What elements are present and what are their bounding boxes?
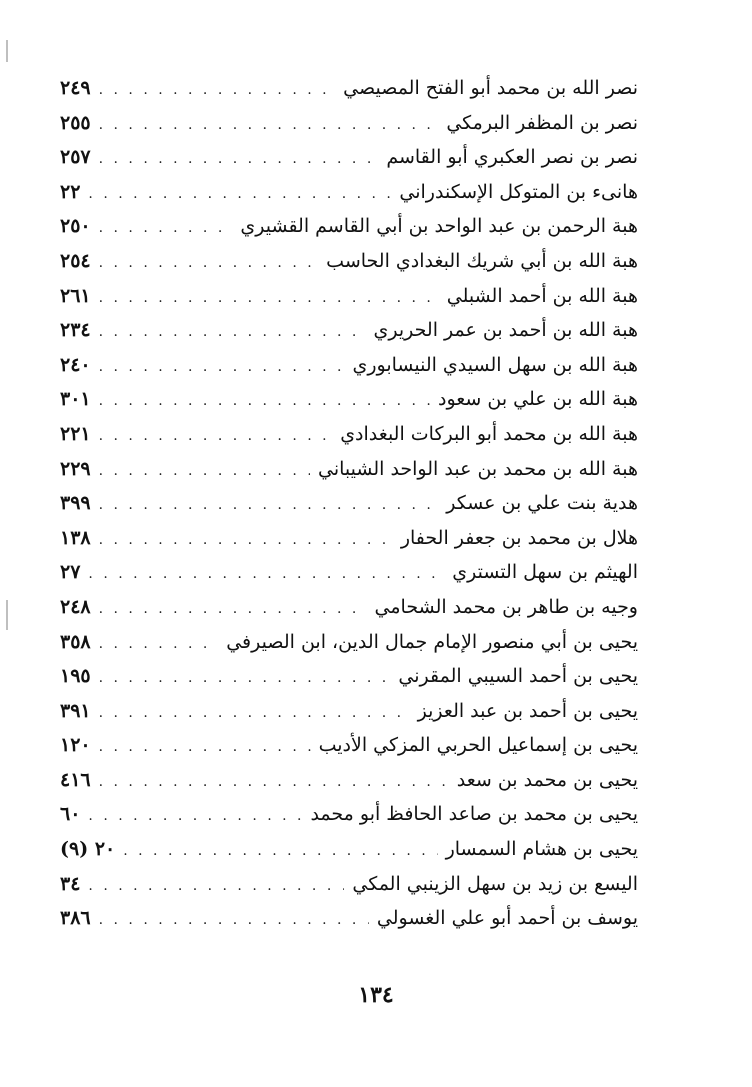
dot-leader — [99, 523, 393, 558]
index-entry — [60, 313, 638, 348]
dot-leader — [99, 281, 439, 316]
entry-name: هبة الله بن أحمد الشبلي — [446, 284, 638, 307]
entry-name: هدية بنت علي بن عسكر — [446, 492, 638, 515]
entry-page-number: ١٢٠ — [60, 734, 91, 757]
dot-leader — [99, 246, 319, 281]
dot-leader — [99, 108, 439, 143]
scan-edge-mark — [6, 600, 8, 630]
dot-leader — [99, 454, 310, 489]
dot-leader — [99, 142, 379, 177]
entry-name: يحيى بن أحمد السيبي المقرني — [398, 665, 638, 688]
index-entry — [60, 590, 638, 625]
page-number: ١٣٤ — [358, 982, 394, 1008]
index-entry — [60, 417, 638, 452]
index-entry — [60, 694, 638, 729]
entry-page-number: ٣٨٦ — [60, 907, 91, 930]
dot-leader — [99, 350, 345, 385]
entry-name: نصر الله بن محمد أبو الفتح المصيصي — [343, 77, 638, 99]
entry-name: هانىء بن المتوكل الإسكندراني — [399, 180, 638, 203]
entry-name: نصر بن نصر العكبري أبو القاسم — [386, 146, 638, 169]
entry-page-number: ٣٤ — [60, 872, 81, 895]
dot-leader — [99, 73, 336, 108]
entry-name: يحيى بن أحمد بن عبد العزيز — [417, 699, 638, 722]
entry-name: اليسع بن زيد بن سهل الزينبي المكي — [352, 872, 638, 895]
index-entry — [60, 209, 638, 244]
entry-name: هبة الله بن محمد بن عبد الواحد الشيباني — [318, 457, 638, 480]
dot-leader — [88, 557, 444, 592]
dot-leader — [99, 488, 439, 523]
entry-name: هبة الرحمن بن عبد الواحد بن أبي القاسم القشيري — [240, 215, 638, 238]
index-entry — [60, 452, 638, 487]
dot-leader — [99, 696, 410, 731]
dot-leader — [99, 384, 430, 419]
index-list — [60, 71, 638, 936]
entry-page-number: ٦٠ — [60, 803, 81, 826]
scan-edge-mark — [6, 40, 8, 62]
dot-leader — [99, 765, 449, 800]
entry-name: يحيى بن أبي منصور الإمام جمال الدين، ابن الصيرفي — [226, 630, 638, 653]
index-entry — [60, 625, 638, 660]
index-entry — [60, 244, 638, 279]
entry-page-number: ٢٢ — [60, 180, 81, 203]
index-entry — [60, 486, 638, 521]
entry-name: يحيى بن محمد بن سعد — [456, 768, 638, 791]
entry-name: يحيى بن إسماعيل الحربي المزكي الأديب — [318, 734, 638, 757]
entry-name: هبة الله بن علي بن سعود — [437, 388, 638, 411]
entry-page-number: ٢٤٠ — [60, 353, 91, 376]
entry-page-number: ٣٠١ — [60, 388, 91, 411]
index-entry — [60, 348, 638, 383]
entry-page-number: ٢٧ — [60, 561, 81, 584]
index-entry — [60, 728, 638, 763]
index-entry — [60, 901, 638, 936]
entry-name: هبة الله بن سهل السيدي النيسابوري — [352, 353, 638, 376]
entry-page-number: ٢٤٩ — [60, 77, 91, 99]
entry-page-number: ٢٥٧ — [60, 146, 91, 169]
entry-name: نصر بن المظفر البرمكي — [446, 111, 638, 134]
dot-leader — [88, 869, 344, 904]
entry-name: هبة الله بن أبي شريك البغدادي الحاسب — [326, 249, 638, 272]
dot-leader — [99, 627, 219, 662]
dot-leader — [88, 177, 391, 212]
index-entry — [60, 175, 638, 210]
dot-leader — [99, 661, 391, 696]
index-entry — [60, 140, 638, 175]
dot-leader — [99, 730, 311, 765]
entry-name: يحيى بن هشام السمسار — [445, 838, 638, 861]
index-entry — [60, 279, 638, 314]
index-entry — [60, 763, 638, 798]
entry-page-number: ٢٢١ — [60, 422, 91, 445]
index-entry — [60, 71, 638, 106]
entry-page-number: ٤١٦ — [60, 768, 91, 791]
entry-page-number: ٢٣٤ — [60, 319, 91, 342]
entry-page-number: ٢٤٨ — [60, 595, 91, 618]
entry-name: وجيه بن طاهر بن محمد الشحامي — [374, 595, 638, 618]
entry-name: الهيثم بن سهل التستري — [452, 561, 638, 584]
dot-leader — [99, 419, 333, 454]
entry-name: هبة الله بن محمد أبو البركات البغدادي — [340, 422, 638, 445]
entry-name: هبة الله بن أحمد بن عمر الحريري — [373, 319, 638, 342]
entry-page-number: ٢٥٤ — [60, 249, 91, 272]
entry-page-number: ١٩٥ — [60, 665, 91, 688]
entry-page-number: ٢٥٠ — [60, 215, 91, 238]
entry-name: يحيى بن محمد بن صاعد الحافظ أبو محمد — [310, 803, 638, 826]
entry-page-number: ٢٠ (٩) — [60, 838, 116, 861]
entry-page-number: ٢٢٩ — [60, 457, 91, 480]
index-entry — [60, 382, 638, 417]
dot-leader — [123, 834, 437, 869]
dot-leader — [99, 211, 233, 246]
index-entry — [60, 521, 638, 556]
index-entry — [60, 797, 638, 832]
index-entry — [60, 106, 638, 141]
index-entry — [60, 867, 638, 902]
entry-page-number: ٣٩١ — [60, 699, 91, 722]
dot-leader — [99, 903, 369, 938]
dot-leader — [88, 799, 302, 834]
dot-leader — [99, 315, 366, 350]
entry-name: هلال بن محمد بن جعفر الحفار — [400, 526, 638, 549]
dot-leader — [99, 592, 367, 627]
index-entry — [60, 832, 638, 867]
entry-page-number: ١٣٨ — [60, 526, 91, 549]
entry-page-number: ٣٥٨ — [60, 630, 91, 653]
entry-page-number: ٣٩٩ — [60, 492, 91, 515]
entry-name: يوسف بن أحمد أبو علي الغسولي — [376, 907, 638, 930]
entry-page-number: ٢٦١ — [60, 284, 91, 307]
index-entry — [60, 659, 638, 694]
entry-page-number: ٢٥٥ — [60, 111, 91, 134]
index-entry — [60, 555, 638, 590]
